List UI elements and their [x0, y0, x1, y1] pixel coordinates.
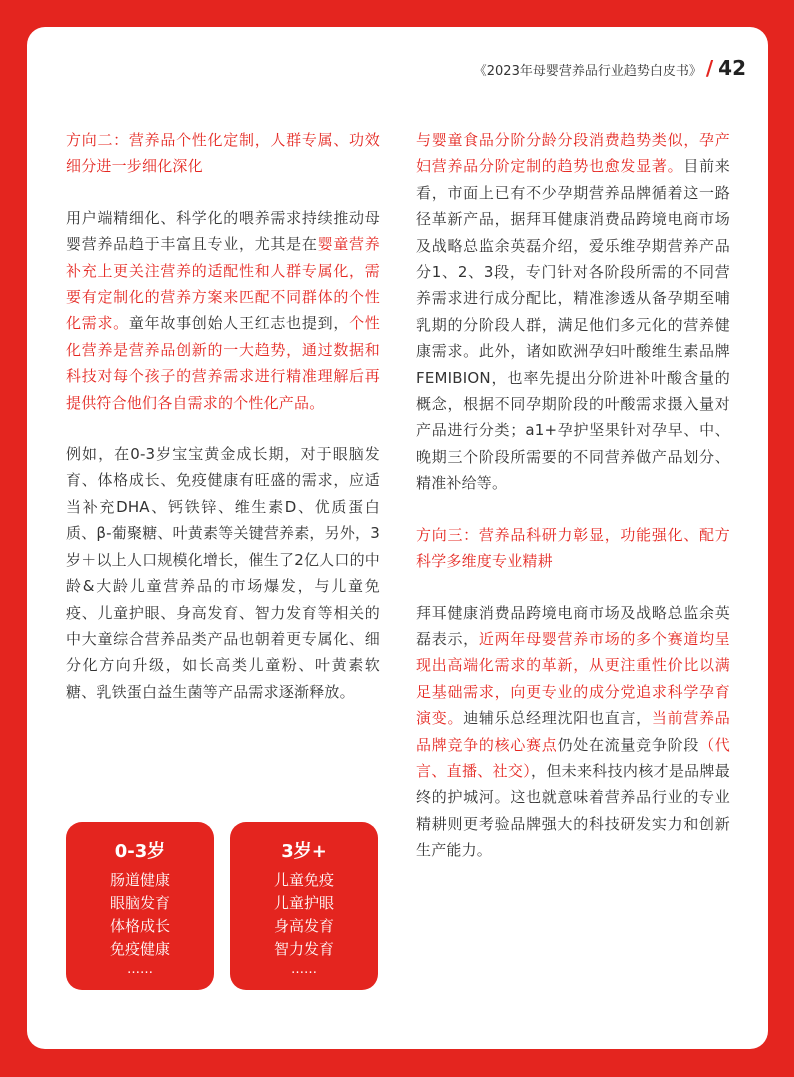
- header-slash: /: [705, 56, 714, 80]
- age-box-item: 儿童护眼: [273, 894, 334, 912]
- paragraph: [416, 127, 730, 497]
- highlight-text: （代言、直播、社交）: [416, 735, 730, 780]
- highlight-text: 与婴童食品分阶分龄分段消费趋势类似，孕产妇营养品分阶定制的趋势也愈发显著。: [416, 131, 730, 176]
- age-box-3-plus: [230, 822, 378, 990]
- highlight-text: 婴童营养补充上更关注营养的适配性和人群专属化，需要有定制化的营养方案来匹配不同群体的个性化需求。: [66, 235, 380, 333]
- highlight-text: 近两年母婴营养市场的多个赛道均呈现出高端化需求的革新，从更注重性价比以满足基础需求，向更专业的成分党追求科学孕育演变。: [416, 629, 730, 728]
- book-title: 《2023年母婴营养品行业趋势白皮书》: [473, 64, 702, 79]
- section-heading-direction-3: 方向三：营养品科研力彰显，功能强化、配方科学多维度专业精耕: [416, 525, 730, 571]
- age-group-boxes: [66, 822, 378, 990]
- paragraph: [416, 600, 730, 864]
- age-box-item: 体格成长: [109, 917, 170, 935]
- highlight-text: 当前营养品品牌竞争的核心赛点: [416, 709, 730, 754]
- text-segment: 仍处在流量竞争阶段: [557, 735, 700, 754]
- page-number: 42: [718, 56, 746, 80]
- text-segment: 拜耳健康消费品跨境电商市场及战略总监余英磊表示，: [416, 603, 730, 648]
- text-segment: ，但未来科技内核才是品牌最终的护城河。这也就意味着营养品行业的专业精耕则更考验品牌强大的科技研发实力和创新生产能力。: [416, 761, 730, 860]
- text-segment: 童年故事创始人王红志也提到，: [128, 314, 350, 333]
- age-box-item: 眼脑发育: [109, 894, 170, 912]
- age-box-item: 免疫健康: [109, 940, 170, 958]
- age-box-item: 肠道健康: [109, 871, 170, 889]
- text-segment: 目前来看，市面上已有不少孕期营养品牌循着这一路径革新产品，据拜耳健康消费品跨境电商市场及战略总监余英磊介绍，爱乐维孕期营养产品分1、2、3段，专门针对各阶段所需的不同营养需求进行成分配比，精准渗透从备孕期至哺乳期的分阶段人群，满足他们多元化的营养健康需求。此外，诸如欧洲孕妇叶酸维生素品牌FEMIBION，也率先提出分阶进补叶酸含量的概念，根据不同孕期阶段的叶酸需求摄入量对产品进行分类；a1+孕护坚果针对孕早、中、晚期三个阶段所需要的不同营养做产品划分、精准补给等。: [416, 157, 730, 493]
- text-segment: 用户端精细化、科学化的喂养需求持续推动母婴营养品趋于丰富且专业，尤其是在: [66, 208, 380, 254]
- paragraph: [66, 205, 380, 416]
- section-heading-direction-2: 方向二：营养品个性化定制，人群专属、功效细分进一步细化深化: [66, 131, 380, 176]
- right-column: [416, 127, 730, 889]
- age-box-item: 儿童免疫: [273, 871, 334, 889]
- age-box-title: 3岁+: [281, 841, 327, 862]
- age-box-0-3: [66, 822, 214, 990]
- left-column: [66, 127, 380, 730]
- age-box-more: ……: [291, 962, 317, 977]
- age-box-item: 身高发育: [273, 917, 334, 935]
- page-header: [474, 56, 746, 80]
- paragraph: 例如，在0-3岁宝宝黄金成长期，对于眼脑发育、体格成长、免疫健康有旺盛的需求，应适当补充DHA、钙铁锌、维生素D、优质蛋白质、β-葡聚糖、叶黄素等关键营养素，另外，3岁＋以上人口规模化增长，催生了2亿人口的中龄&大龄儿童营养品的市场爆发，与儿童免疫、儿童护眼、身高发育、智力发育等相关的中大童综合营养品类产品也朝着更专属化、细分化方向升级，如长高类儿童粉、叶黄素软糖、乳铁蛋白益生菌等产品需求逐渐释放。: [66, 445, 380, 701]
- age-box-title: 0-3岁: [114, 841, 166, 862]
- age-box-more: ……: [127, 962, 153, 977]
- age-box-item: 智力发育: [273, 940, 334, 958]
- text-segment: 迪辅乐总经理沈阳也直言，: [463, 709, 652, 728]
- highlight-text: 个性化营养是营养品创新的一大趋势，通过数据和科技对每个孩子的营养需求进行精准理解后再提供符合他们各自需求的个性化产品。: [66, 314, 380, 412]
